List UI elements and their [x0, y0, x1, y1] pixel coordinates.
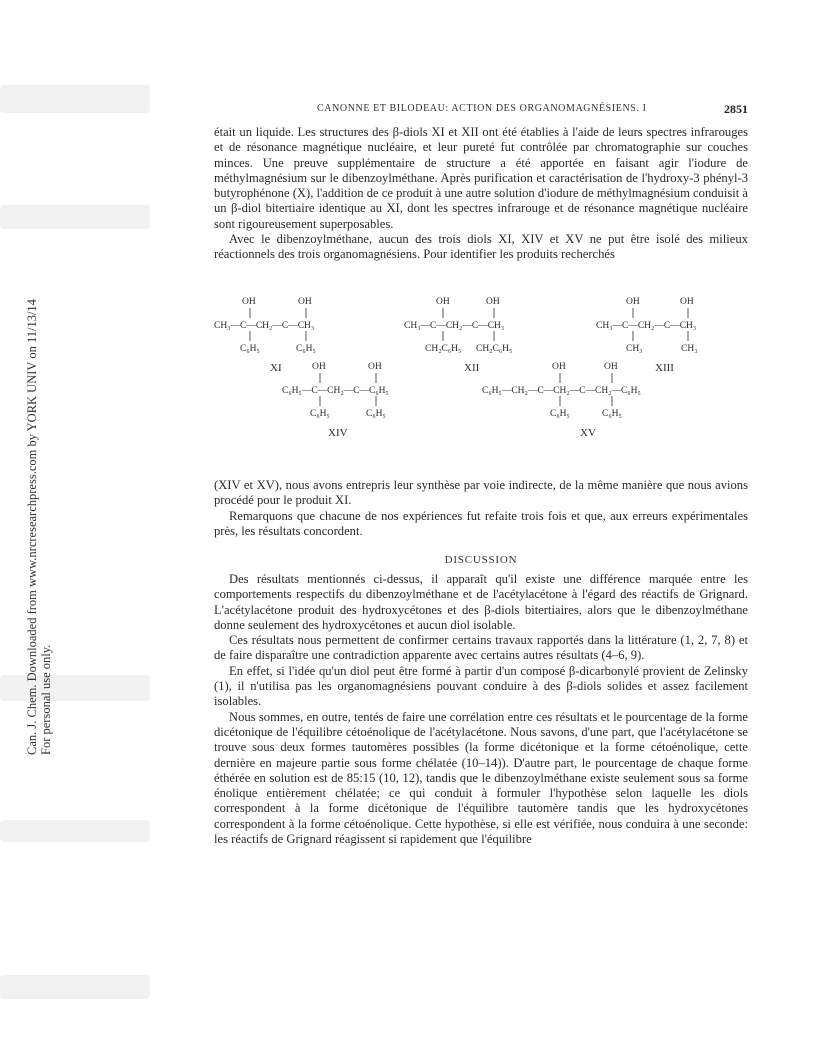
hydroxyl-label: OH [552, 362, 566, 372]
hydroxyl-label: OH [680, 297, 694, 307]
watermark-source-line: Can. J. Chem. Downloaded from www.nrcresearchpress.com by YORK UNIV on 11/13/14 [25, 299, 39, 755]
substituent-label: CH₃ [681, 344, 698, 354]
paragraph: Nous sommes, en outre, tentés de faire une corrélation entre ces résultats et le pourcentage de la forme dicétonique de l'équilibre cétoénolique de l'acétylacétone. Nous savons, d'une part, que l'acétylacétone se trouve sous deux formes tautomères possibles (la forme dicétonique et la forme cétoénolique, cette dernière en majeure partie sous forme chélatée (10–14)). D'autre part, le pourcentage de chaque forme éthérée en solution est de 85:15 (10, 12), tandis que le dibenzoylméthane existe seulement sous sa forme énolique entièrement chélatée; ce qui conduit à formuler l'hypothèse selon laquelle les diols correspondent à la forme dicétonique de l'équilibre tautomère tandis que les hydroxycétones correspondent à la forme cétoénolique. Cette hypothèse, si elle est vérifiée, nous conduira à une seconde: les réactifs de Grignard réagissent si rapidement que l'équilibre [214, 709, 748, 847]
carbon-chain: C₆H₅—CH₂—C—CH₂—C—CH₂—C₆H₅ [482, 386, 641, 396]
substituent-label: C₆H₅ [602, 409, 622, 419]
body-text-discussion [214, 572, 748, 847]
hydroxyl-label: OH [368, 362, 382, 372]
hydroxyl-label: OH [486, 297, 500, 307]
substituent-label: C₆H₅ [296, 344, 316, 354]
compound-label: XIV [328, 427, 348, 439]
carbon-chain: C₆H₅—C—CH₂—C—C₆H₅ [282, 386, 389, 396]
hydroxyl-label: OH [604, 362, 618, 372]
structure-xii [404, 297, 512, 374]
paragraph: En effet, si l'idée qu'un diol peut être formé à partir d'un composé β-dicarbonylé provient de Zelinsky (1), il n'utilisa pas les organomagnésiens pouvant conduire à des β-diols solides et assez facilement isolables. [214, 663, 748, 709]
paragraph: Des résultats mentionnés ci-dessus, il apparaît qu'il existe une différence marquée entre les comportements respectifs du dibenzoylméthane et de l'acétylacétone à l'égard des réactifs de Grignard. L'acétylacétone produit des hydroxycétones et des β-diols bitertiaires, alors que le dibenzoylméthane donne seulement des hydroxycétones et aucun diol isolable. [214, 572, 748, 632]
compound-label: XIII [655, 362, 674, 374]
substituent-label: C₆H₅ [240, 344, 260, 354]
substituent-label: CH₂C₆H₅ [425, 344, 462, 354]
structure-xv [482, 362, 641, 439]
running-head: CANONNE ET BILODEAU: ACTION DES ORGANOMAGNÉSIENS. I [317, 103, 647, 114]
substituent-label: CH₃ [626, 344, 643, 354]
paragraph: (XIV et XV), nous avons entrepris leur synthèse par voie indirecte, de la même manière que nous avions procédé pour le produit XI. [214, 478, 748, 508]
carbon-chain: CH₃—C—CH₂—C—CH₃ [596, 321, 697, 331]
structure-xi [214, 297, 316, 374]
paragraph: Remarquons que chacune de nos expériences fut refaite trois fois et que, aux erreurs expérimentales près, les résultats concordent. [214, 508, 748, 538]
hydroxyl-label: OH [312, 362, 326, 372]
page-number: 2851 [724, 102, 748, 116]
hydroxyl-label: OH [626, 297, 640, 307]
paragraph: était un liquide. Les structures des β-diols XI et XII ont été établies à l'aide de leurs spectres infrarouges et de résonance magnétique nucléaire, et leur pureté fut contrôlée par chromatographie sur couches minces. Une preuve supplémentaire de structure a été apportée en faisant agir l'iodure de méthylmagnésium sur le dibenzoylméthane. Après purification et caractérisation de l'hydroxy-3 phényl-3 butyrophénone (X), l'addition de ce produit à une autre solution d'iodure de méthylmagnésium conduisit à un β-diol bitertiaire identique au XI, dont les spectres infrarouge et de résonance magnétique nucléaire sont rigoureusement superposables. [214, 125, 748, 231]
paragraph: Ces résultats nous permettent de confirmer certains travaux rapportés dans la littérature (1, 2, 7, 8) et de faire disparaître une contradiction apparente avec certains autres résultats (4–6, 9). [214, 633, 748, 663]
body-text-middle [214, 478, 748, 539]
compound-label: XI [270, 362, 282, 374]
substituent-label: C₆H₅ [366, 409, 386, 419]
carbon-chain: CH₃—C—CH₂—C—CH₃ [214, 321, 315, 331]
compound-label: XII [464, 362, 480, 374]
hydroxyl-label: OH [436, 297, 450, 307]
section-heading-discussion: DISCUSSION [444, 554, 518, 566]
compound-label: XV [580, 427, 596, 439]
substituent-label: CH₂C₆H₅ [476, 344, 513, 354]
substituent-label: C₆H₅ [550, 409, 570, 419]
hydroxyl-label: OH [242, 297, 256, 307]
substituent-label: C₆H₅ [310, 409, 330, 419]
carbon-chain: CH₃—C—CH₂—C—CH₃ [404, 321, 505, 331]
hydroxyl-label: OH [298, 297, 312, 307]
structure-xiv [282, 362, 389, 439]
watermark-usage-line: For personal use only. [39, 644, 53, 755]
paragraph: Avec le dibenzoylméthane, aucun des trois diols XI, XIV et XV ne put être isolé des milieux réactionnels des trois organomagnésiens. Pour identifier les produits recherchés [214, 232, 748, 262]
